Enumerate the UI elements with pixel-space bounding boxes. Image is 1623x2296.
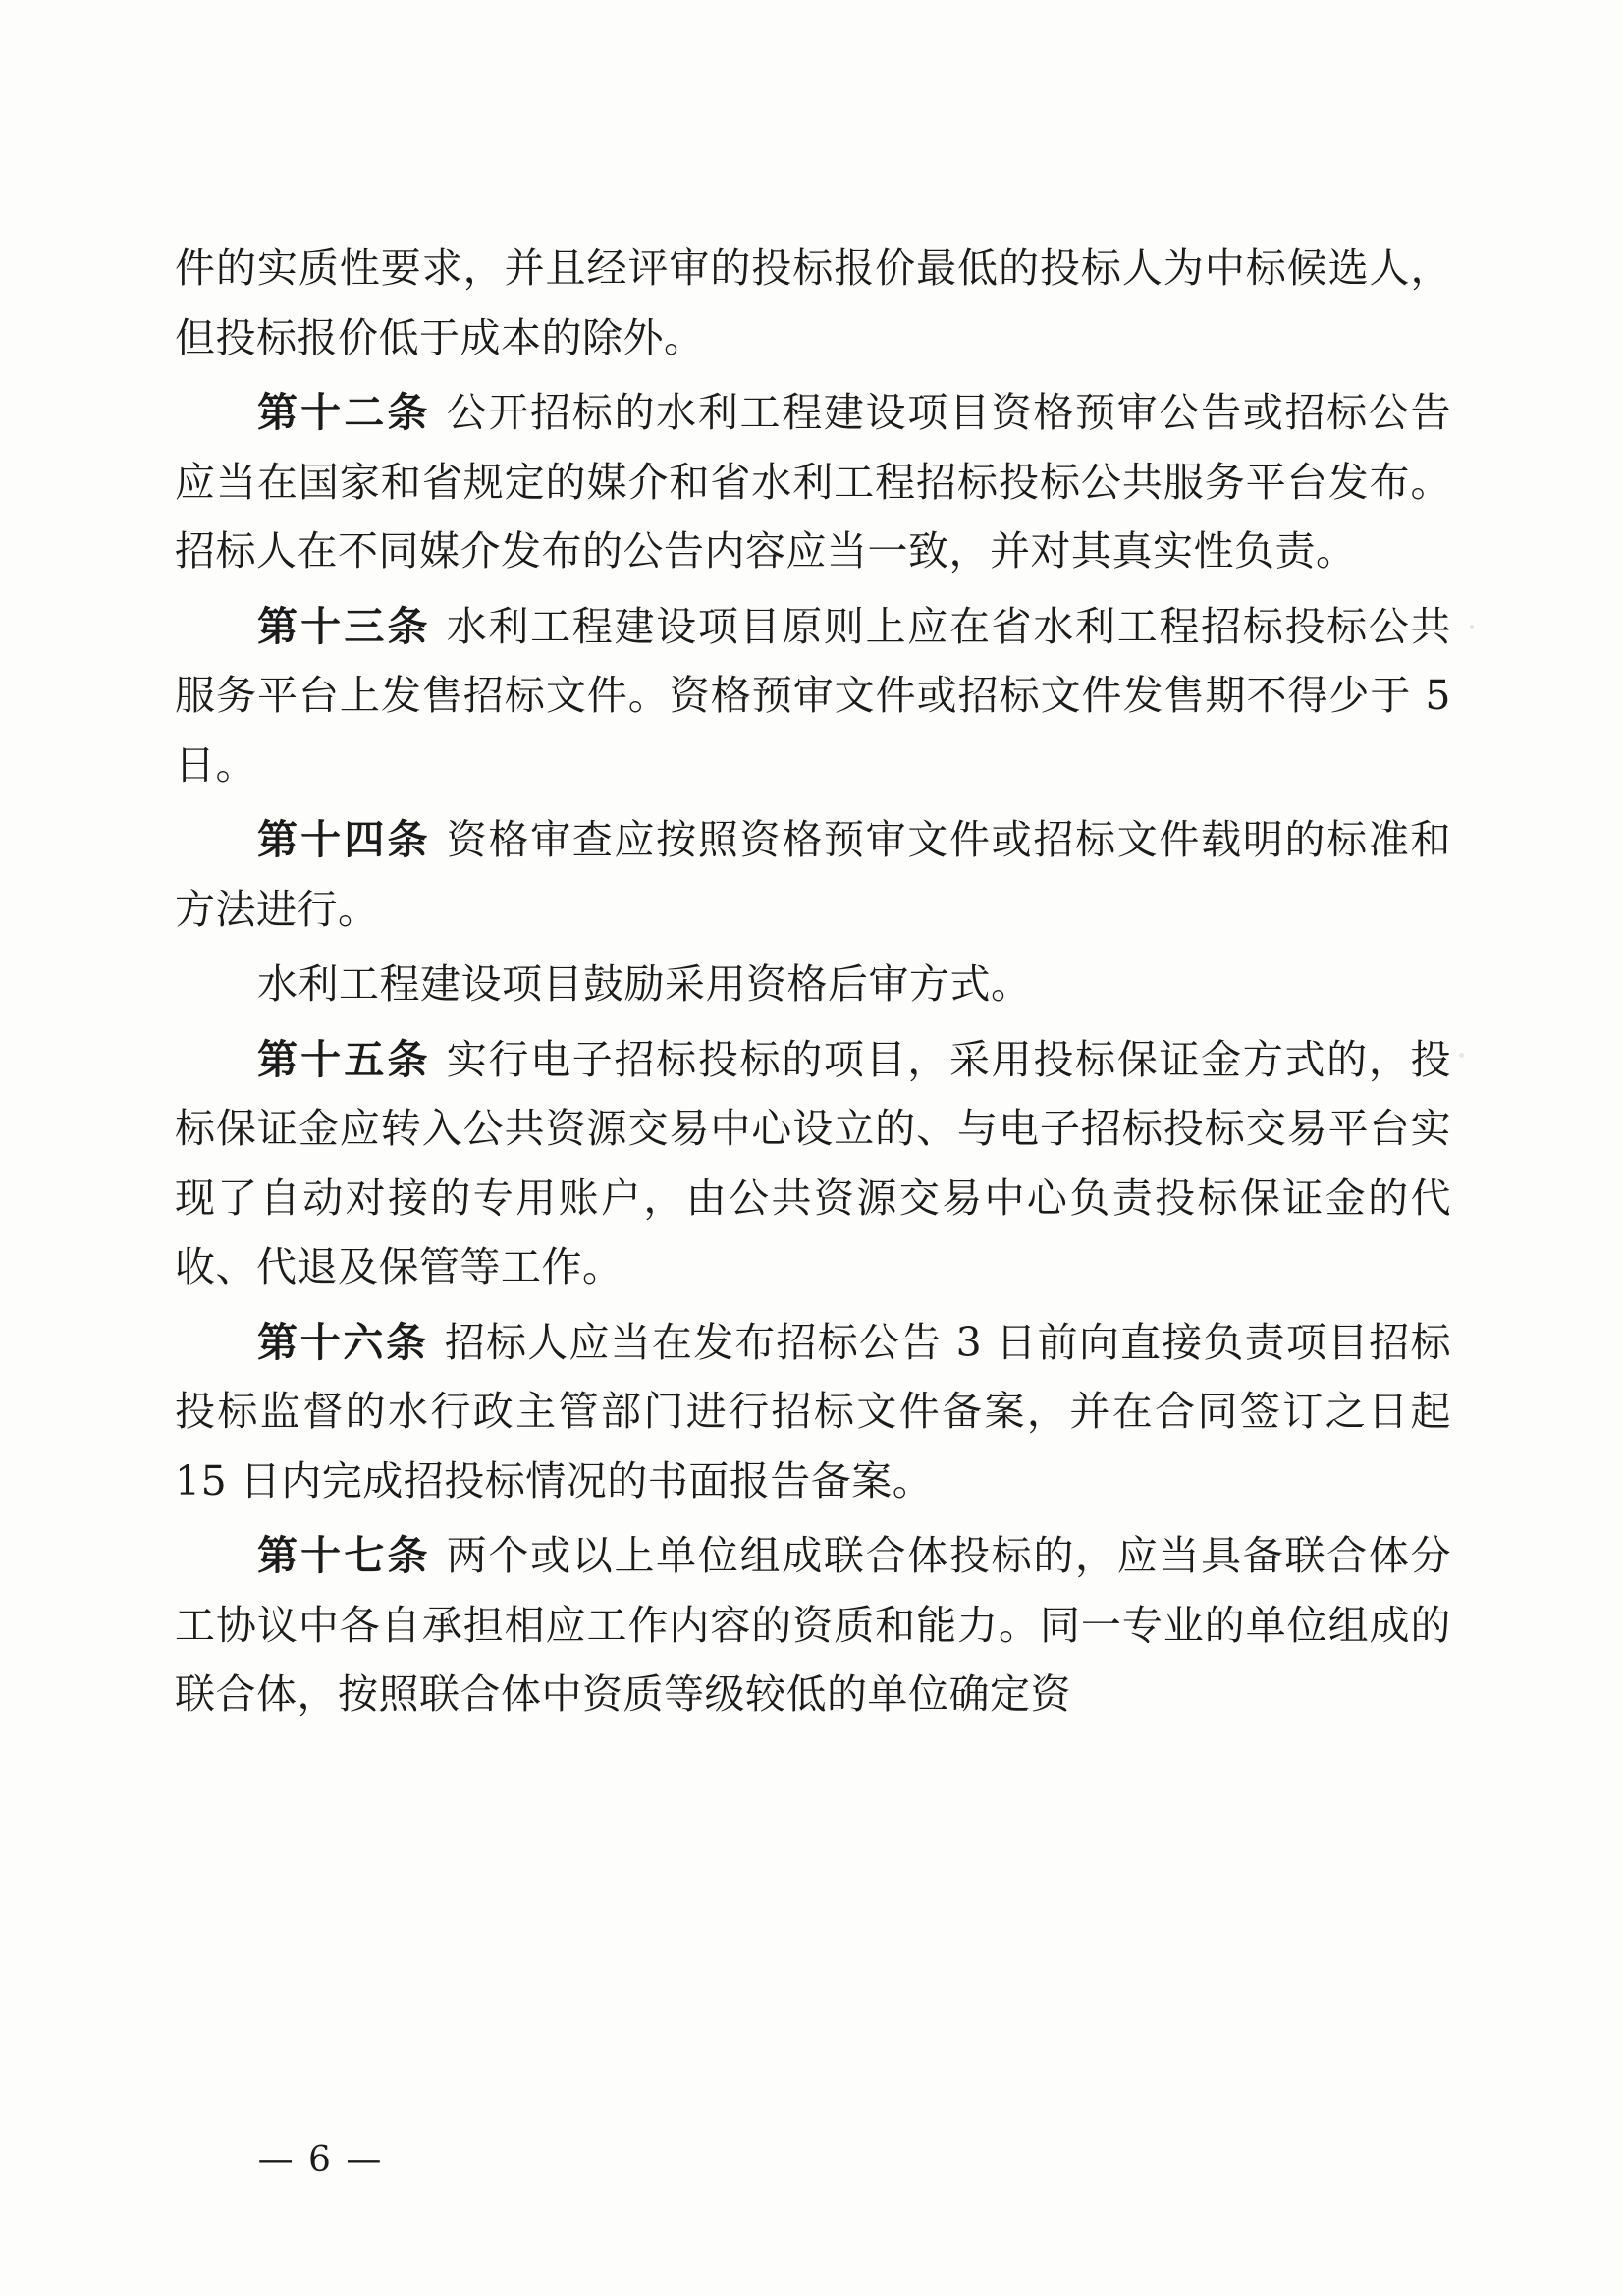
paragraph-text: 两个或以上单位组成联合体投标的，应当具备联合体分工协议中各自承担相应工作内容的资质和能力。同一专业的单位组成的联合体，按照联合体中资质等级较低的单位确定资 [175,1532,1452,1719]
article-14 [175,805,1451,944]
page-number [0,2140,1623,2180]
page-number-text: — 6 — [257,2140,384,2180]
paragraph-text: 件的实质性要求，并且经评审的投标报价最低的投标人为中标候选人，但投标报价低于成本的除外。 [175,245,1451,361]
article-label: 第十五条 [257,1035,431,1083]
article-label: 第十七条 [257,1532,431,1580]
scan-speck [1470,625,1474,629]
paragraph-text: 水利工程建设项目鼓励采用资格后审方式。 [257,960,1032,1009]
article-15 [175,1025,1451,1302]
article-16 [175,1308,1451,1516]
document-body [175,234,1451,1729]
paragraph-text: 水利工程建设项目原则上应在省水利工程招标投标公共服务平台上发售招标文件。资格预审文件或招标文件发售期不得少于 5 日。 [175,602,1452,789]
article-14-sub [175,950,1451,1019]
paragraph-text: 实行电子招标投标的项目，采用投标保证金方式的，投标保证金应转入公共资源交易中心设立的、与电子招标投标交易平台实现了自动对接的专用账户，由公共资源交易中心负责投标保证金的代收、代退及保管等工作。 [175,1035,1452,1291]
article-label: 第十二条 [257,389,431,437]
article-label: 第十六条 [257,1318,429,1366]
article-label: 第十四条 [257,816,431,864]
paragraph-text: 招标人应当在发布招标公告 3 日前向直接负责项目招标投标监督的水行政主管部门进行招标文件备案，并在合同签订之日起 15 日内完成招投标情况的书面报告备案。 [175,1318,1452,1504]
article-label: 第十三条 [257,602,431,650]
paragraph-text: 公开招标的水利工程建设项目资格预审公告或招标公告应当在国家和省规定的媒介和省水利工程招标投标公共服务平台发布。招标人在不同媒介发布的公告内容应当一致，并对其真实性负责。 [175,389,1452,575]
article-12 [175,378,1451,586]
paragraph-continued [175,234,1451,372]
scan-speck [1459,1053,1464,1058]
article-13 [175,592,1451,800]
paragraph-text: 资格审查应按照资格预审文件或招标文件载明的标准和方法进行。 [175,816,1452,933]
article-17 [175,1521,1451,1729]
